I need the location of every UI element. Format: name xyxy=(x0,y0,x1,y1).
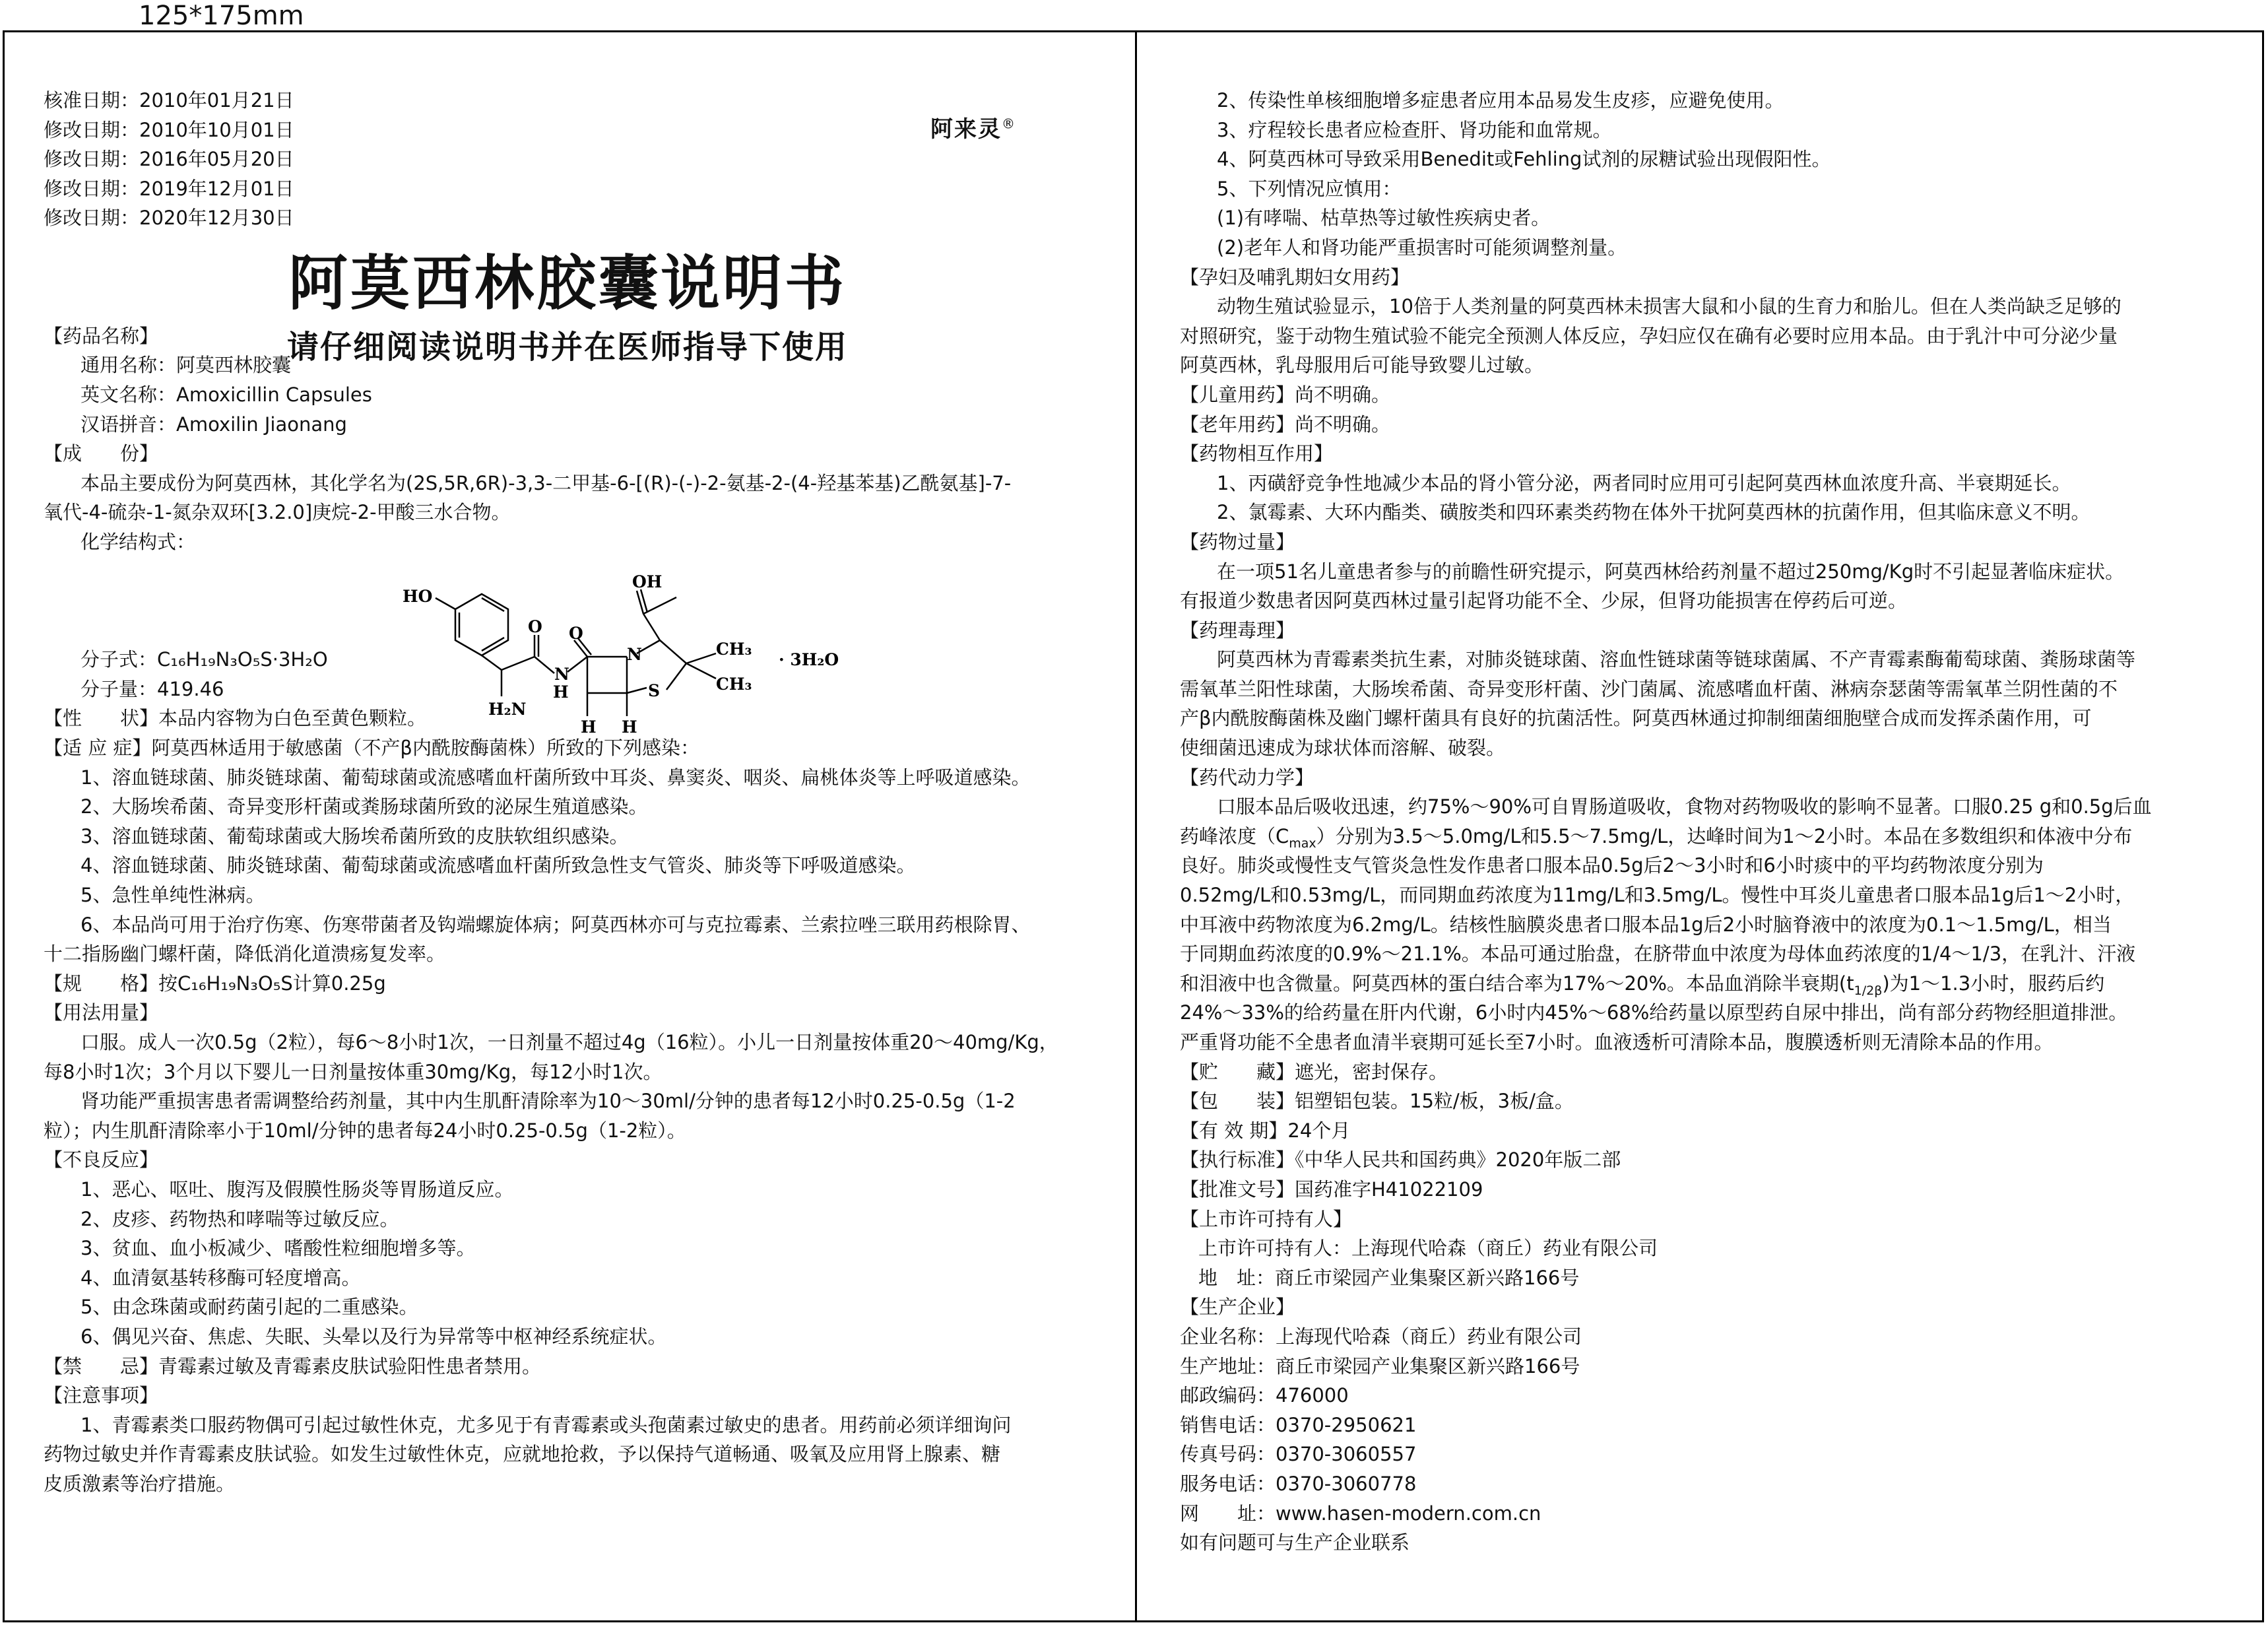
text-line: 4、阿莫西林可导致采用Benedit或Fehling试剂的尿糖试验出现假阳性。 xyxy=(1217,148,1831,171)
text-line: 在一项51名儿童患者参与的前瞻性研究提示，阿莫西林给药剂量不超过250mg/Kg时不引起显著临床症状。 xyxy=(1217,560,2125,583)
hydrogen-label: H xyxy=(581,717,597,737)
text-line: 5、由念珠菌或耐药菌引起的二重感染。 xyxy=(81,1296,418,1319)
text-line: 4、溶血链球菌、肺炎链球菌、葡萄球菌或流感嗜血杆菌所致急性支气管炎、肺炎等下呼吸道感染。 xyxy=(81,854,916,877)
column-divider xyxy=(1135,30,1137,1622)
text-line: 如有问题可与生产企业联系 xyxy=(1180,1531,1410,1554)
section-heading: 【药物过量】 xyxy=(1180,530,1295,553)
section-heading: 【孕妇及哺乳期妇女用药】 xyxy=(1180,265,1410,288)
section-heading: 【药代动力学】 xyxy=(1180,766,1314,789)
text-line: 1、恶心、呕吐、腹泻及假膜性肠炎等胃肠道反应。 xyxy=(81,1177,514,1201)
text-line: 良好。肺炎或慢性支气管炎急性发作患者口服本品0.5g后2～3小时和6小时痰中的平均药物浓度分别为 xyxy=(1180,854,2044,877)
text-line: 药物过敏史并作青霉素皮肤试验。如发生过敏性休克，应就地抢救，予以保持气道畅通、吸氧及应用肾上腺素、糖 xyxy=(44,1443,1001,1466)
text-line: 氧代-4-硫杂-1-氮杂双环[3.2.0]庚烷-2-甲酸三水合物。 xyxy=(44,501,511,524)
carboxyl-oh-label: OH xyxy=(632,574,663,591)
text-line: 药峰浓度$(C_{max})$分别为3.5～5.0mg/L和5.5～7.5mg/L，达峰时间为1～2小时。本品在多数组织和体液中分布 xyxy=(1180,824,2133,851)
text-line: 英文名称：Amoxicillin Capsules xyxy=(81,383,372,406)
registered-mark: ® xyxy=(1002,116,1016,132)
text-line: 口服本品后吸收迅速，约75%～90%可自胃肠道吸收，食物对药物吸收的影响不显著。口服0.25 g和0.5g后血 xyxy=(1217,795,2152,818)
text-line: (2)老年人和肾功能严重损害时可能须调整剂量。 xyxy=(1217,236,1627,259)
lactam-oxygen-label: O xyxy=(569,624,583,643)
section-heading: 【用法用量】 xyxy=(44,1001,159,1024)
text-line: 5、下列情况应慎用： xyxy=(1217,177,1402,200)
text-line: 阿莫西林为青霉素类抗生素，对肺炎链球菌、溶血性链球菌等链球菌属、不产青霉素酶葡萄球菌、粪肠球菌等 xyxy=(1217,648,2136,671)
text-line: 粒）；内生肌酐清除率小于10ml/分钟的患者每24小时0.25-0.5g（1-2粒）。 xyxy=(44,1119,686,1142)
section-heading: 【有 效 期】24个月 xyxy=(1180,1119,1351,1142)
section-heading: 【禁 忌】青霉素过敏及青霉素皮肤试验阳性患者禁用。 xyxy=(44,1354,542,1377)
text-line: 皮质激素等治疗措施。 xyxy=(44,1472,236,1495)
methyl-label: CH₃ xyxy=(716,640,752,659)
amide-nitrogen-label: N xyxy=(554,665,569,684)
text-line: 分子量：419.46 xyxy=(81,677,224,700)
text-line: 6、偶见兴奋、焦虑、失眠、头晕以及行为异常等中枢神经系统症状。 xyxy=(81,1325,667,1348)
text-line: 服务电话：0370-3060778 xyxy=(1180,1472,1417,1495)
section-heading: 【包 装】铝塑铝包装。15粒/板，3板/盒。 xyxy=(1180,1090,1574,1113)
text-line: 4、血清氨基转移酶可轻度增高。 xyxy=(81,1266,361,1289)
text-line: 生产地址：商丘市梁园产业集聚区新兴路166号 xyxy=(1180,1354,1580,1377)
revision-date: 修改日期：2016年05月20日 xyxy=(44,148,294,171)
text-line: 化学结构式： xyxy=(81,530,196,553)
text-line: 阿莫西林，乳母服用后可能导致婴儿过敏。 xyxy=(1180,354,1544,377)
text-line: 2、氯霉素、大环内酯类、磺胺类和四环素类药物在体外干扰阿莫西林的抗菌作用，但其临床意义不明。 xyxy=(1217,501,2090,524)
text-line: (1)有哮喘、枯草热等过敏性疾病史者。 xyxy=(1217,207,1551,230)
text-line: 3、溶血链球菌、葡萄球菌或大肠埃希菌所致的皮肤软组织感染。 xyxy=(81,824,629,847)
text-line: 于同期血药浓度的0.9%～21.1%。本品可通过胎盘，在脐带血中浓度为母体血药浓度的1/4～1/3，在乳汁、汗液 xyxy=(1180,943,2136,966)
text-line: 有报道少数患者因阿莫西林过量引起肾功能不全、少尿，但肾功能损害在停药后可逆。 xyxy=(1180,589,1908,613)
section-heading: 【性 状】本品内容物为白色至黄色颗粒。 xyxy=(44,707,427,730)
document-subtitle: 请仔细阅读说明书并在医师指导下使用 xyxy=(286,329,848,366)
amide-hydrogen-label: H xyxy=(553,682,569,702)
revision-date: 修改日期：2010年10月01日 xyxy=(44,118,294,141)
text-line: 每8小时1次；3个月以下婴儿一日剂量按体重30mg/Kg，每12小时1次。 xyxy=(44,1060,663,1083)
section-heading: 【执行标准】《中华人民共和国药典》2020年版二部 xyxy=(1180,1148,1621,1172)
text-line: 销售电话：0370-2950621 xyxy=(1180,1413,1417,1436)
methyl-label: CH₃ xyxy=(716,675,752,694)
revision-date: 修改日期：2020年12月30日 xyxy=(44,207,294,230)
section-heading: 【药品名称】 xyxy=(44,324,159,347)
text-line: 5、急性单纯性淋病。 xyxy=(81,884,265,907)
text-line: 肾功能严重损害患者需调整给药剂量，其中内生肌酐清除率为10～30ml/分钟的患者每12小时0.25-0.5g（1-2 xyxy=(81,1090,1016,1113)
section-heading: 【药物相互作用】 xyxy=(1180,442,1334,465)
text-line: 传真号码：0370-3060557 xyxy=(1180,1443,1417,1466)
text-line: 口服。成人一次0.5g（2粒），每6～8小时1次，一日剂量不超过4g（16粒）。小儿一日剂量按体重20～40mg/Kg， xyxy=(81,1031,1058,1053)
section-heading: 【生产企业】 xyxy=(1180,1296,1295,1319)
print-size-label: 125*175mm xyxy=(139,1,304,31)
text-line: 0.52mg/L和0.53mg/L，而同期血药浓度为11mg/L和3.5mg/L。慢性中耳炎儿童患者口服本品1g后1～2小时， xyxy=(1180,884,2135,907)
molecular-formula: 分子式：C₁₆H₁₉N₃O₅S·3H₂O xyxy=(81,648,328,671)
text-line: 中耳液中药物浓度为6.2mg/L。结核性脑膜炎患者口服本品1g后2小时脑脊液中的浓度为0.1～1.5mg/L，相当 xyxy=(1180,913,2112,936)
trihydrate-label: · 3H₂O xyxy=(779,650,839,669)
text-line: 3、疗程较长患者应检查肝、肾功能和血常规。 xyxy=(1217,118,1612,141)
section-heading: 【老年用药】尚不明确。 xyxy=(1180,413,1391,436)
section-heading: 【儿童用药】尚不明确。 xyxy=(1180,383,1391,406)
text-line: 2、皮疹、药物热和哮喘等过敏反应。 xyxy=(81,1207,399,1230)
text-line: 动物生殖试验显示，10倍于人类剂量的阿莫西林未损害大鼠和小鼠的生育力和胎儿。但在人类尚缺乏足够的 xyxy=(1217,295,2122,318)
section-heading: 【不良反应】 xyxy=(44,1148,159,1172)
carbonyl-oxygen-label: O xyxy=(528,617,542,636)
left-column xyxy=(44,86,1099,1499)
text-line: 2、传染性单核细胞增多症患者应用本品易发生皮疹，应避免使用。 xyxy=(1217,89,1784,112)
text-line: 2、大肠埃希菌、奇异变形杆菌或粪肠球菌所致的泌尿生殖道感染。 xyxy=(81,795,648,818)
amine-label: H₂N xyxy=(488,700,527,719)
text-line: 对照研究，鉴于动物生殖试验不能完全预测人体反应，孕妇应仅在确有必要时应用本品。由于乳汁中可分泌少量 xyxy=(1180,324,2118,347)
brand-name: 阿来灵® xyxy=(930,116,1016,143)
document-title: 阿莫西林胶囊说明书 xyxy=(288,249,847,318)
section-heading: 【批准文号】国药准字H41022109 xyxy=(1180,1177,1483,1201)
section-heading: 【贮 藏】遮光，密封保存。 xyxy=(1180,1060,1448,1083)
text-line: 24%～33%的给药量在肝内代谢，6小时内45%～68%给药量以原型药自尿中排出，尚有部分药物经胆道排泄。 xyxy=(1180,1001,2128,1024)
section-heading: 【规 格】按C₁₆H₁₉N₃O₅S计算0.25g xyxy=(44,972,386,995)
text-line: 需氧革兰阳性球菌，大肠埃希菌、奇异变形杆菌、沙门菌属、流感嗜血杆菌、淋病奈瑟菌等需氧革兰阴性菌的不 xyxy=(1180,677,2118,700)
text-line: 通用名称：阿莫西林胶囊 xyxy=(81,354,292,377)
text-line: 1、青霉素类口服药物偶可引起过敏性休克，尤多见于有青霉素或头孢菌素过敏史的患者。用药前必须详细询问 xyxy=(81,1413,1012,1436)
right-column xyxy=(1180,86,2249,1558)
ring-nitrogen-label: N xyxy=(627,645,642,664)
section-heading: 【上市许可持有人】 xyxy=(1180,1207,1353,1230)
text-line: 企业名称：上海现代哈森（商丘）药业有限公司 xyxy=(1180,1325,1582,1348)
website-line: 网 址：www.hasen-modern.com.cn xyxy=(1180,1502,1541,1525)
text-line: 1、溶血链球菌、肺炎链球菌、葡萄球菌或流感嗜血杆菌所致中耳炎、鼻窦炎、咽炎、扁桃体炎等上呼吸道感染。 xyxy=(81,766,1031,789)
section-heading: 【成 份】 xyxy=(44,442,159,465)
section-heading: 【注意事项】 xyxy=(44,1384,159,1407)
text-line: 产β内酰胺酶菌株及幽门螺杆菌具有良好的抗菌活性。阿莫西林通过抑制细菌细胞壁合成而发挥杀菌作用，可 xyxy=(1180,707,2092,730)
text-line: 和泪液中也含微量。阿莫西林的蛋白结合率为17%～20%。本品血消除半衰期$(t_{1/2\beta})$为1～1.3小时，服药后约 xyxy=(1180,972,2105,998)
text-line: 十二指肠幽门螺杆菌，降低消化道溃疡复发率。 xyxy=(44,943,446,966)
revision-date: 修改日期：2019年12月01日 xyxy=(44,177,294,200)
text-line: 严重肾功能不全患者血清半衰期可延长至7小时。血液透析可清除本品，腹膜透析则无清除本品的作用。 xyxy=(1180,1031,2054,1053)
chemical-structure-diagram xyxy=(376,574,917,739)
section-heading: 【适 应 症】阿莫西林适用于敏感菌（不产β内酰胺酶菌株）所致的下列感染： xyxy=(44,737,699,760)
hydrogen-label: H xyxy=(622,717,637,737)
approval-date: 核准日期：2010年01月21日 xyxy=(44,89,294,112)
hydroxyl-label: HO xyxy=(403,587,433,606)
text-line: 6、本品尚可用于治疗伤寒、伤寒带菌者及钩端螺旋体病；阿莫西林亦可与克拉霉素、兰索拉唑三联用药根除胃、 xyxy=(81,913,1031,936)
text-line: 本品主要成份为阿莫西林，其化学名为(2S,5R,6R)-3,3-二甲基-6-[(R)-(-)-2-氨基-2-(4-羟基苯基)乙酰氨基]-7- xyxy=(81,471,1012,494)
text-line: 1、丙磺舒竞争性地减少本品的肾小管分泌，两者同时应用可引起阿莫西林血浓度升高、半衰期延长。 xyxy=(1217,471,2071,494)
text-line: 地 址：商丘市梁园产业集聚区新兴路166号 xyxy=(1198,1266,1580,1289)
sulfur-label: S xyxy=(648,681,661,700)
text-line: 使细菌迅速成为球状体而溶解、破裂。 xyxy=(1180,737,1506,760)
text-line: 上市许可持有人：上海现代哈森（商丘）药业有限公司 xyxy=(1198,1237,1658,1260)
section-heading: 【药理毒理】 xyxy=(1180,618,1295,642)
text-line: 邮政编码：476000 xyxy=(1180,1384,1349,1407)
text-line: 3、贫血、血小板减少、嗜酸性粒细胞增多等。 xyxy=(81,1237,476,1260)
text-line: 汉语拼音：Amoxilin Jiaonang xyxy=(81,413,347,436)
